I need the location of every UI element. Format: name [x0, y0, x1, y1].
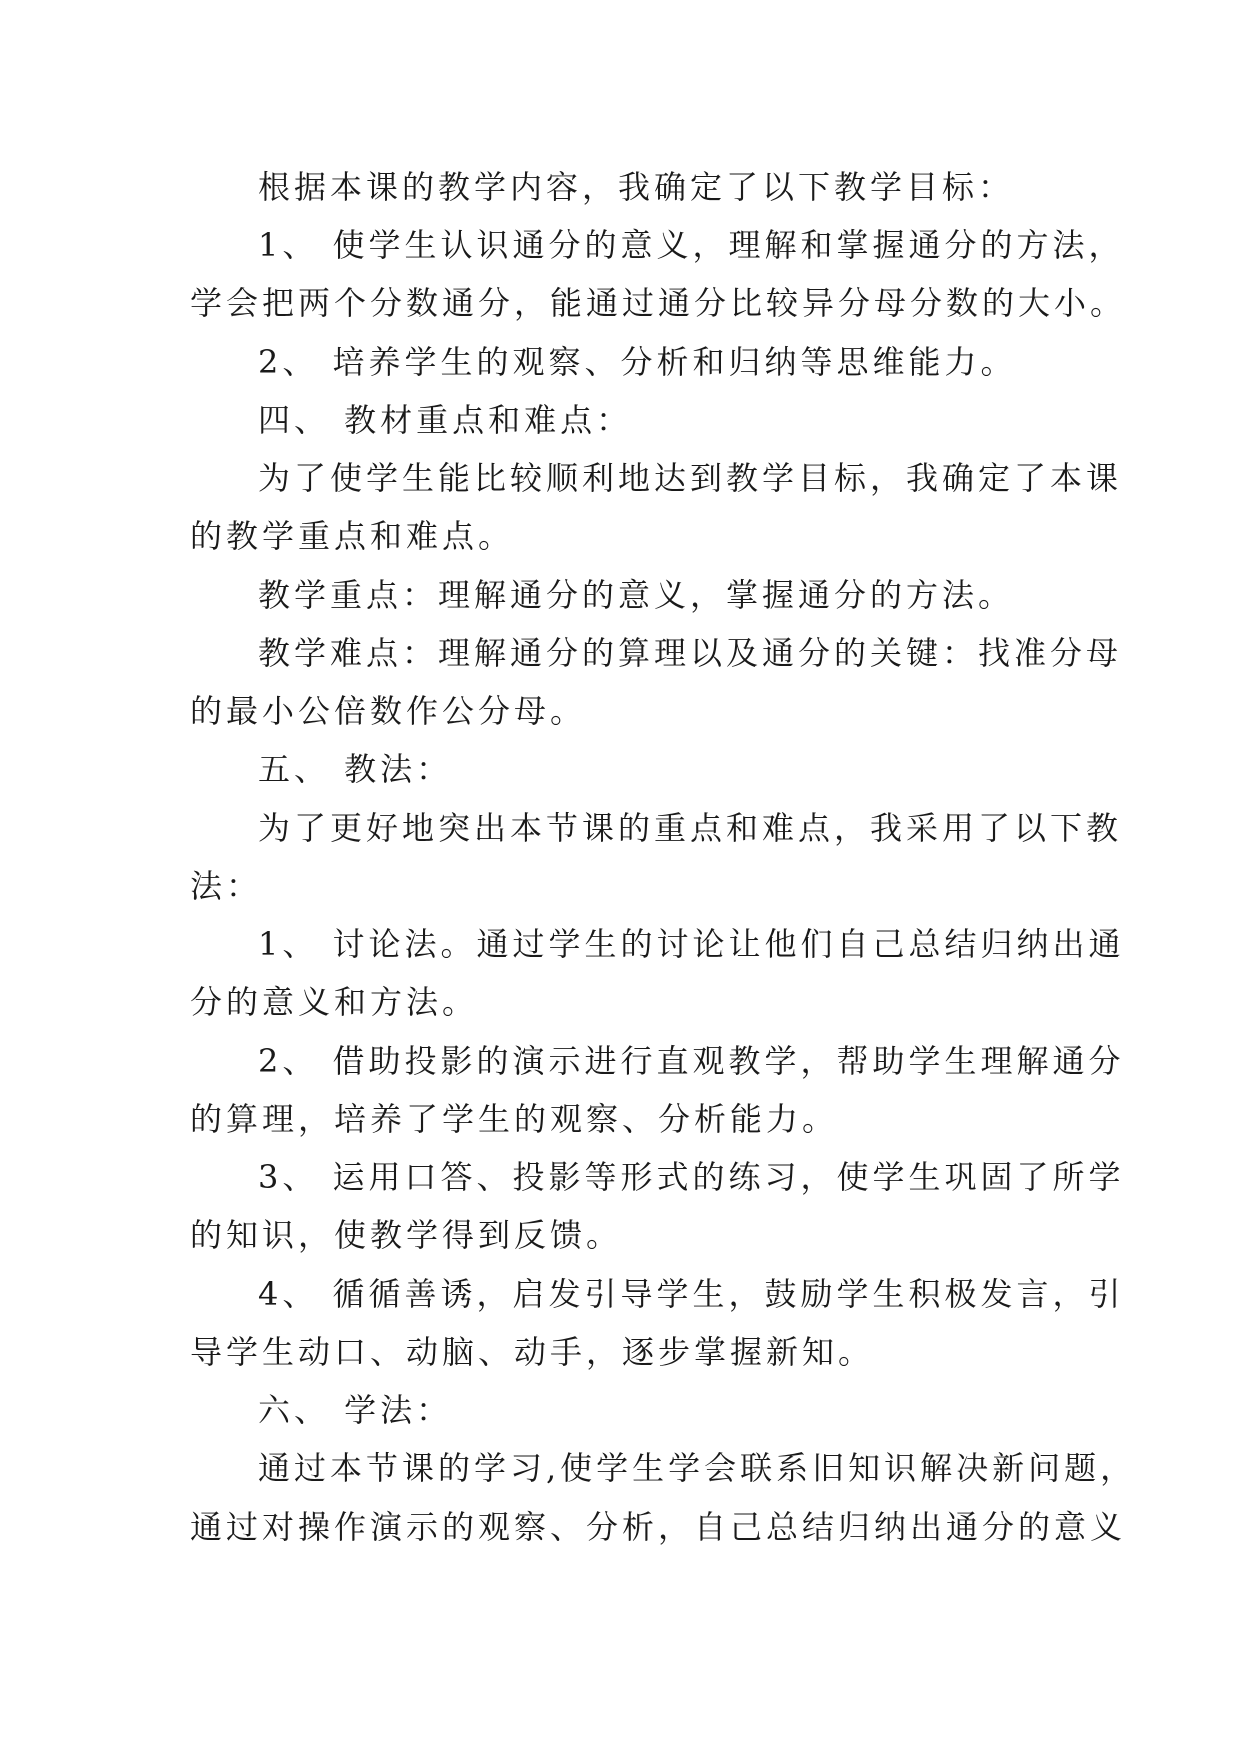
text-line: 3、 运用口答、投影等形式的练习，使学生巩固了所学	[258, 1158, 1125, 1196]
text-line: 2、 培养学生的观察、分析和归纳等思维能力。	[258, 343, 1017, 381]
text-line: 的知识，使教学得到反馈。	[190, 1216, 623, 1254]
text-line: 法：	[190, 867, 263, 905]
text-line: 教学难点：理解通分的算理以及通分的关键：找准分母	[258, 634, 1123, 672]
text-line: 导学生动口、动脑、动手，逐步掌握新知。	[190, 1333, 875, 1371]
text-line: 4、 循循善诱，启发引导学生，鼓励学生积极发言，引	[258, 1275, 1125, 1313]
text-line: 学会把两个分数通分，能通过通分比较异分母分数的大小。	[190, 284, 1127, 322]
section-heading: 五、 教法：	[258, 750, 453, 788]
text-line: 1、 讨论法。通过学生的讨论让他们自己总结归纳出通	[258, 925, 1125, 963]
text-line: 为了更好地突出本节课的重点和难点，我采用了以下教	[258, 809, 1123, 847]
section-heading: 六、 学法：	[258, 1391, 453, 1429]
section-heading: 四、 教材重点和难点：	[258, 401, 633, 439]
text-line: 教学重点：理解通分的意义，掌握通分的方法。	[258, 576, 1015, 614]
text-line: 通过本节课的学习,使学生学会联系旧知识解决新问题，	[258, 1449, 1137, 1487]
text-line: 1、 使学生认识通分的意义，理解和掌握通分的方法，	[258, 226, 1125, 264]
text-line: 的教学重点和难点。	[190, 517, 515, 555]
text-line: 的算理，培养了学生的观察、分析能力。	[190, 1100, 839, 1138]
text-line: 为了使学生能比较顺利地达到教学目标，我确定了本课	[258, 459, 1123, 497]
text-line: 分的意义和方法。	[190, 983, 479, 1021]
text-line: 通过对操作演示的观察、分析，自己总结归纳出通分的意义	[190, 1508, 1127, 1546]
text-line: 根据本课的教学内容，我确定了以下教学目标：	[258, 168, 1015, 206]
text-line: 的最小公倍数作公分母。	[190, 692, 587, 730]
text-line: 2、 借助投影的演示进行直观教学，帮助学生理解通分	[258, 1042, 1125, 1080]
